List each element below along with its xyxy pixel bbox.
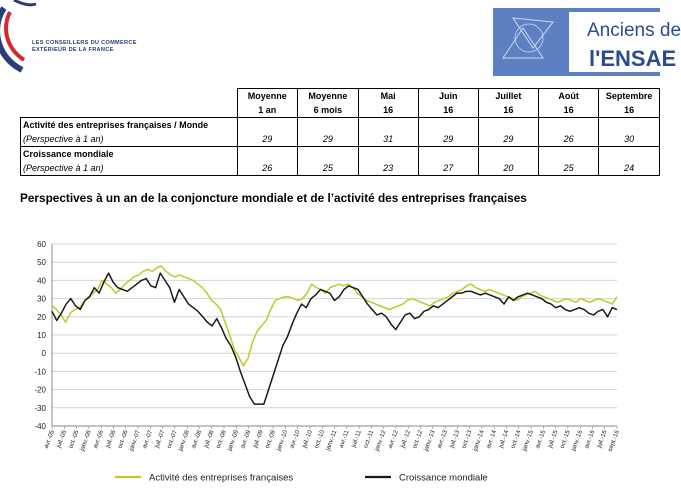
x-tick-label: oct.-09: [263, 429, 277, 450]
empty-cell: [298, 118, 359, 133]
x-tick-label: janv.-11: [324, 429, 339, 452]
y-tick-label: -30: [34, 403, 46, 413]
x-tick-label: juil.-06: [104, 429, 118, 449]
empty-cell: [237, 147, 298, 162]
empty-cell: [418, 147, 478, 162]
x-tick-label: janv.-09: [226, 429, 241, 452]
table-header-cell: Juillet 16: [478, 89, 538, 118]
table-header-cell: Septembre 16: [599, 89, 660, 118]
empty-cell: [599, 147, 660, 162]
y-tick-label: 50: [37, 258, 46, 268]
x-tick-label: oct.-14: [509, 429, 523, 450]
y-tick-label: -10: [34, 367, 46, 377]
x-tick-label: oct.-07: [165, 429, 179, 450]
y-tick-label: 40: [37, 276, 46, 286]
x-tick-label: avr.-12: [386, 429, 400, 450]
empty-cell: [539, 147, 599, 162]
cce-logo: [0, 0, 170, 75]
cce-emblem-icon: [0, 0, 40, 75]
x-tick-label: avr.-09: [239, 429, 253, 450]
empty-cell: [298, 147, 359, 162]
empty-cell: [599, 118, 660, 133]
row-sublabel: (Perspective à 1 an): [21, 161, 238, 176]
table-header-cell: Moyenne 6 mois: [298, 89, 359, 118]
x-tick-label: avr.-15: [534, 429, 548, 450]
table-cell: 29: [298, 132, 359, 147]
x-tick-label: juil.-13: [448, 429, 462, 449]
table-header-cell: Mai 16: [358, 89, 418, 118]
x-tick-label: oct.-05: [67, 429, 81, 450]
table-cell: 23: [358, 161, 418, 176]
x-tick-label: juil.-11: [350, 429, 363, 449]
x-tick-label: janv.-15: [520, 429, 535, 452]
table-row: [21, 147, 660, 162]
empty-cell: [539, 118, 599, 133]
empty-cell: [478, 118, 538, 133]
x-tick-label: avr.-14: [485, 429, 499, 450]
table-row: [21, 118, 660, 133]
table-cell: 30: [599, 132, 660, 147]
y-tick-label: 20: [37, 312, 46, 322]
y-tick-label: 10: [37, 331, 46, 340]
x-tick-label: oct.-15: [558, 429, 572, 450]
legend-label: Activité des entreprises françaises: [149, 472, 294, 484]
table-row: [21, 161, 660, 176]
ensae-logo-line1: Anciens de: [587, 20, 681, 41]
x-tick-label: janv.-14: [471, 429, 486, 452]
y-tick-label: -20: [34, 385, 46, 395]
x-tick-label: janv.-10: [275, 429, 290, 452]
x-tick-label: oct.-12: [411, 429, 425, 450]
empty-cell: [237, 118, 298, 133]
x-tick-label: avr.-06: [91, 429, 106, 450]
y-tick-label: -40: [34, 422, 46, 431]
x-tick-label: avr.-13: [435, 429, 449, 450]
x-tick-label: juil.-09: [251, 429, 265, 449]
x-tick-label: sept.-16: [606, 429, 621, 453]
table-cell: 26: [539, 132, 599, 147]
x-tick-label: janv.-08: [177, 429, 191, 452]
ensae-logo-line2: l'ENSAE: [589, 46, 677, 71]
x-tick-label: juil.-15: [546, 429, 560, 449]
table-cell: 25: [298, 161, 359, 176]
x-tick-label: oct.-08: [214, 429, 228, 450]
x-tick-label: avr.-16: [583, 429, 597, 450]
x-tick-label: oct.-11: [362, 429, 376, 450]
row-sublabel: (Perspective à 1 an): [21, 132, 238, 147]
empty-cell: [358, 147, 418, 162]
x-tick-label: janv.-13: [422, 429, 437, 452]
ensae-emblem-icon: [493, 8, 565, 76]
x-tick-label: avr.-05: [42, 429, 56, 450]
x-tick-label: janv.-12: [373, 429, 388, 452]
x-tick-label: juil.-14: [497, 429, 511, 449]
table-cell: 24: [599, 161, 660, 176]
y-tick-label: 30: [37, 294, 46, 304]
empty-cell: [478, 147, 538, 162]
x-tick-label: juil.-05: [55, 429, 69, 449]
table-cell: 31: [358, 132, 418, 147]
x-tick-label: juil.-12: [399, 429, 413, 449]
cce-name: [32, 40, 137, 54]
table-header-cell: Moyenne 1 an: [237, 89, 298, 118]
table-cell: 25: [539, 161, 599, 176]
table-header-row: [21, 89, 660, 118]
x-tick-label: avr.-08: [190, 429, 204, 450]
empty-cell: [358, 118, 418, 133]
x-tick-label: avr.-07: [141, 429, 155, 450]
x-tick-label: juil.-07: [153, 429, 167, 449]
x-tick-label: oct.-10: [313, 429, 327, 450]
x-tick-label: juil.-08: [202, 429, 216, 449]
x-tick-label: juil.-16: [595, 429, 609, 449]
table-cell: 20: [478, 161, 538, 176]
x-tick-label: janv.-16: [570, 429, 585, 452]
cce-name-line1: LES CONSEILLERS DU COMMERCE: [32, 40, 137, 46]
table-cell: 26: [237, 161, 298, 176]
row-label: Activité des entreprises françaises / Monde: [21, 118, 238, 133]
table-header-cell: Juin 16: [418, 89, 478, 118]
table-corner-cell: [21, 89, 238, 118]
chart-title: Perspectives à un an de la conjoncture mondiale et de l’activité des entreprises françaises: [20, 191, 527, 205]
x-tick-label: oct.-13: [460, 429, 474, 450]
table-cell: 29: [478, 132, 538, 147]
perspectives-table: [20, 88, 660, 176]
row-label: Croissance mondiale: [21, 147, 238, 162]
x-tick-label: avr.-10: [288, 429, 302, 450]
ensae-alumni-logo: [493, 8, 681, 76]
legend-label: Croissance mondiale: [399, 472, 488, 484]
perspectives-line-chart: [0, 230, 660, 495]
y-tick-label: 60: [37, 240, 46, 249]
empty-cell: [418, 118, 478, 133]
cce-name-line2: EXTÉRIEUR DE LA FRANCE: [32, 47, 114, 53]
x-tick-label: avr.-11: [337, 429, 351, 450]
x-tick-label: juil.-10: [300, 429, 314, 449]
table-row: [21, 132, 660, 147]
x-tick-label: janv.-06: [78, 429, 93, 452]
table-cell: 29: [418, 132, 478, 147]
table-cell: 27: [418, 161, 478, 176]
y-tick-label: 0: [41, 349, 46, 359]
table-header-cell: Août 16: [539, 89, 599, 118]
table-cell: 29: [237, 132, 298, 147]
x-tick-label: oct.-06: [116, 429, 130, 450]
x-tick-label: janv.-07: [127, 429, 142, 452]
